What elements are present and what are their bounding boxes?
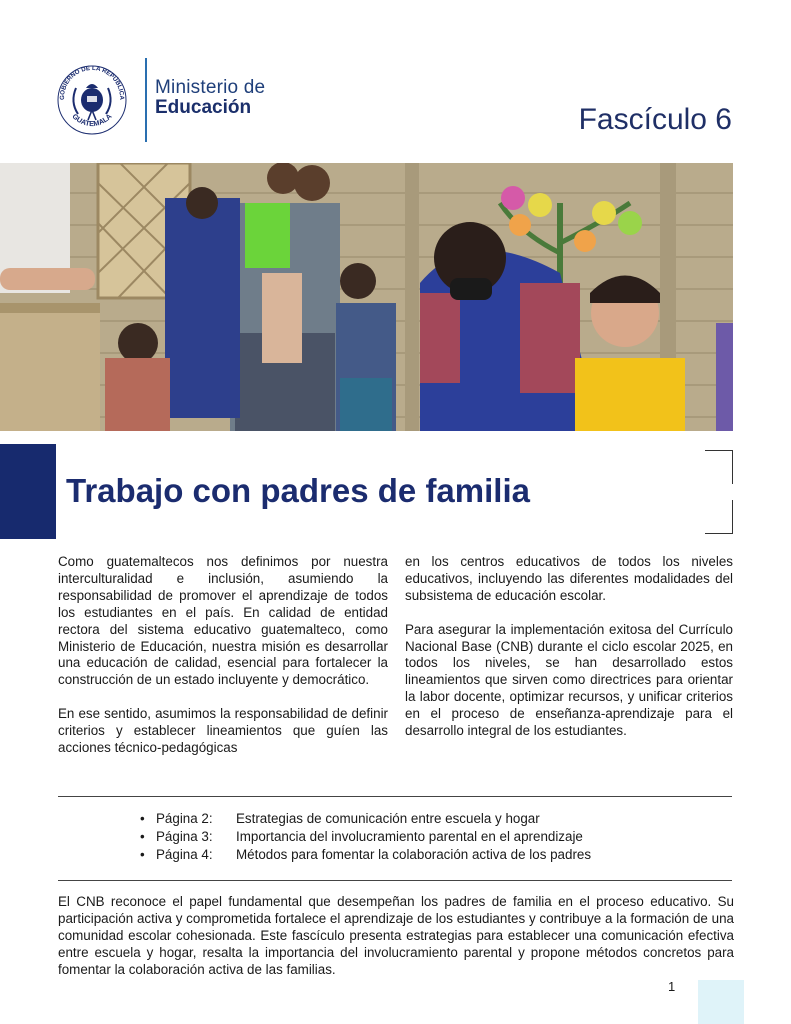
contents-page-ref: Página 2:: [156, 811, 213, 826]
bullet: •: [140, 847, 145, 862]
intro-column-right: [405, 554, 733, 757]
summary-paragraph: El CNB reconoce el papel fundamental que desempeñan los padres de familia en el proceso educativo. Su participación activa y comprometida fortalece el aprendizaje de los estudiantes y contribuye a la formación de una comunidad escolar cohesionada. Este fascículo presenta estrategias para establecer una comunicación efectiva entre escuela y hogar, resalta la importancia del involucramiento parental y propone métodos concretos para fomentar la colaboración activa de las familias.: [58, 894, 734, 977]
contents-item-text: Importancia del involucramiento parental en el aprendizaje: [236, 829, 583, 844]
intro-paragraph: Como guatemaltecos nos definimos por nuestra interculturalidad e inclusión, asumiendo la responsabilidad de promover el aprendizaje de todos los estudiantes en el país. En calidad de entidad rectora del sistema educativo guatemalteco, como Ministerio de Educación, nuestra misión es desarrollar una educación de calidad, esencial para fortalecer la construcción de un estado incluyente y democrático.: [58, 554, 388, 688]
ministry-line2: Educación: [155, 97, 252, 118]
guatemala-seal-logo: [56, 58, 128, 138]
contents-item-text: Estrategias de comunicación entre escuela y hogar: [236, 811, 540, 826]
classroom-photo: [0, 163, 733, 431]
section-divider-bottom: [58, 880, 732, 881]
contents-item: [140, 810, 591, 828]
svg-text:GUATEMALA: GUATEMALA: [70, 111, 114, 129]
title-bracket-top: [705, 450, 733, 484]
contents-item: [140, 828, 591, 846]
intro-paragraph: Para asegurar la implementación exitosa del Currículo Nacional Base (CNB) durante el ciclo escolar 2025, en todos los niveles, se han desarrollado estos lineamientos que sirven como directrices para orientar la labor docente, optimizar recursos, y unificar criterios en el proceso de enseñanza-aprendizaje para el desarrollo integral de los estudiantes.: [405, 621, 733, 739]
section-divider-top: [58, 796, 732, 797]
page-number: 1: [668, 979, 676, 994]
title-bracket-bottom: [705, 500, 733, 534]
bullet: •: [140, 829, 145, 844]
header-divider: [145, 58, 147, 142]
fasciculo-number: Fascículo 6: [578, 103, 732, 136]
bullet: •: [140, 811, 145, 826]
contents-page-ref: Página 3:: [156, 829, 213, 844]
ministry-line1: Ministerio de: [155, 77, 266, 98]
ministry-wordmark: [155, 78, 265, 117]
corner-decoration: [698, 980, 744, 1024]
intro-paragraph: En ese sentido, asumimos la responsabilidad de definir criterios y establecer lineamientos que guíen las acciones técnico-pedagógicas: [58, 706, 388, 755]
intro-column-left: [58, 554, 388, 774]
contents-list: [140, 810, 591, 864]
contents-item-text: Métodos para fomentar la colaboración activa de los padres: [236, 847, 592, 862]
intro-paragraph: en los centros educativos de todos los niveles educativos, incluyendo las diferentes modalidades del subsistema de educación escolar.: [405, 554, 733, 603]
page-title: Trabajo con padres de familia: [66, 472, 530, 509]
contents-item: [140, 846, 591, 864]
svg-text:GOBIERNO DE LA REPÚBLICA: GOBIERNO DE LA REPÚBLICA: [58, 64, 126, 101]
title-accent-bar: [0, 444, 56, 539]
contents-page-ref: Página 4:: [156, 847, 213, 862]
